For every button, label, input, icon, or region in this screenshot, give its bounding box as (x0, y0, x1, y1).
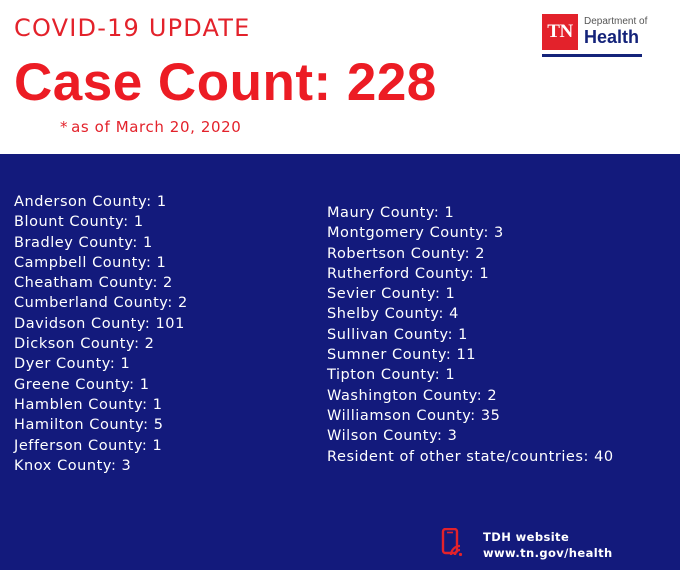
tn-health-logo (542, 14, 652, 60)
list-item: Wilson County: 3 (327, 428, 458, 445)
list-item: Tipton County: 1 (327, 367, 456, 384)
logo-department-text: Department of (584, 16, 648, 27)
list-item: Knox County: 3 (14, 457, 132, 474)
list-item: Campbell County: 1 (14, 254, 167, 271)
logo-underline (542, 54, 642, 57)
list-item: Sevier County: 1 (327, 286, 456, 303)
mobile-web-icon (438, 528, 466, 556)
list-item: Cheatham County: 2 (14, 275, 173, 292)
list-item: Montgomery County: 3 (327, 225, 504, 242)
list-item: Sumner County: 11 (327, 347, 477, 364)
list-item: Jefferson County: 1 (14, 437, 163, 454)
footer-url: www.tn.gov/health (483, 546, 613, 560)
list-item: Robertson County: 2 (327, 245, 486, 262)
list-item: Dyer County: 1 (14, 356, 131, 373)
list-item: Williamson County: 35 (327, 407, 501, 424)
list-item: Anderson County: 1 (14, 194, 167, 210)
header (0, 0, 680, 154)
footer-website (483, 529, 613, 561)
list-item: Shelby County: 4 (327, 306, 459, 323)
list-item: Resident of other state/countries: 40 (327, 448, 614, 465)
list-item: Greene County: 1 (14, 376, 150, 393)
county-list-left (14, 192, 188, 476)
list-item: Rutherford County: 1 (327, 265, 490, 282)
case-count-headline: Case Count: 228 (14, 53, 437, 112)
list-item: Washington County: 2 (327, 387, 498, 404)
asterisk: * (60, 118, 69, 136)
list-item: Cumberland County: 2 (14, 295, 188, 312)
county-list-right (327, 203, 614, 467)
list-item: Hamilton County: 5 (14, 417, 164, 434)
logo-health-text: Health (584, 27, 640, 47)
list-item: Hamblen County: 1 (14, 396, 163, 413)
list-item: Sullivan County: 1 (327, 326, 468, 343)
list-item: Dickson County: 2 (14, 336, 155, 353)
list-item: Davidson County: 101 (14, 315, 185, 332)
kicker-title: COVID-19 UPDATE (14, 14, 251, 42)
list-item: Maury County: 1 (327, 205, 455, 221)
footer-label: TDH website (483, 530, 570, 544)
list-item: Bradley County: 1 (14, 234, 153, 251)
as-of-text: as of March 20, 2020 (71, 118, 242, 136)
as-of-date (60, 118, 241, 136)
list-item: Blount County: 1 (14, 214, 144, 231)
tn-logo-mark: TN (542, 14, 578, 50)
